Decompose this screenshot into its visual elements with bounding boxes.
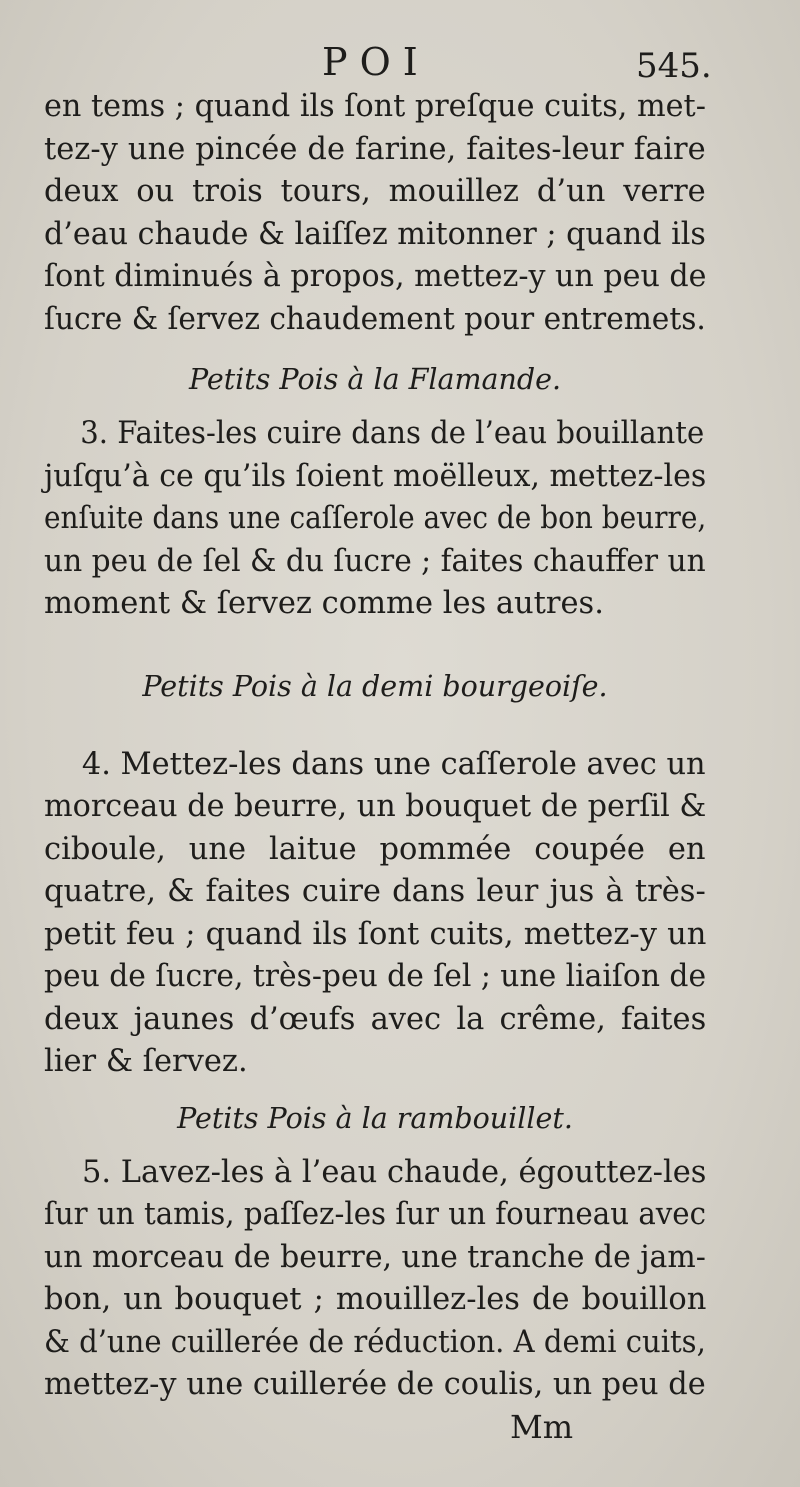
- running-head-title: POI: [322, 40, 430, 84]
- paragraph-4: [44, 1152, 706, 1407]
- text-line: 5. Lavez-les à l’eau chaude, égouttez-les: [82, 1154, 707, 1190]
- text-line: lier & ſervez.: [44, 1044, 248, 1079]
- text-line: morceau de beurre, un bouquet de perſil &: [44, 789, 707, 824]
- text-line: petit feu ; quand ils ſont cuits, mettez-y un: [44, 916, 707, 952]
- text-line: moment & ſervez comme les autres.: [44, 586, 604, 621]
- text-line: & d’une cuillerée de réduction. A demi cuits,: [44, 1324, 706, 1360]
- paragraph-3: [44, 744, 706, 1084]
- recipe-heading-demi-bourgeoise: Petits Pois à la demi bourgeoiſe.: [142, 669, 608, 703]
- text-line: enſuite dans une caſſerole avec de bon beurre,: [44, 501, 707, 536]
- text-line: un peu de ſel & du ſucre ; faites chauffer un: [44, 543, 706, 579]
- text-line: peu de ſucre, très-peu de ſel ; une liaiſon de: [44, 959, 707, 994]
- text-line: d’eau chaude & laiſſez mitonner ; quand ils: [44, 216, 706, 252]
- paragraph-2: [44, 413, 706, 626]
- text-line: tez-y une pincée de farine, faites-leur faire: [44, 131, 706, 167]
- text-line: ciboule, une laitue pommée coupée en: [44, 831, 706, 867]
- text-line: en tems ; quand ils ſont preſque cuits, met-: [44, 89, 706, 124]
- recipe-heading-rambouillet: Petits Pois à la rambouillet.: [177, 1101, 573, 1135]
- text-line: 4. Mettez-les dans une caſſerole avec un: [81, 746, 706, 782]
- text-line: ſucre & ſervez chaudement pour entremets.: [44, 301, 706, 337]
- text-block: [44, 86, 706, 1407]
- text-line: quatre, & faites cuire dans leur jus à très-: [44, 874, 706, 909]
- text-line: deux jaunes d’œufs avec la crême, faites: [44, 1001, 707, 1037]
- text-line: 3. Faites-les cuire dans de l’eau bouillante: [80, 416, 705, 451]
- signature-mark: Mm: [510, 1408, 574, 1446]
- text-line: juſqu’à ce qu’ils ſoient moëlleux, mettez-les: [44, 458, 707, 494]
- recipe-heading-flamande: Petits Pois à la Flamande.: [188, 363, 562, 396]
- text-line: ſont diminués à propos, mettez-y un peu de: [44, 259, 707, 294]
- text-line: bon, un bouquet ; mouillez-les de bouillon: [44, 1282, 707, 1317]
- text-line: un morceau de beurre, une tranche de jam-: [44, 1239, 706, 1275]
- text-line: mettez-y une cuillerée de coulis, un peu de: [44, 1367, 706, 1402]
- text-line: deux ou trois tours, mouillez d’un verre: [44, 174, 706, 209]
- page-number: 545.: [636, 46, 712, 86]
- paragraph-1: [44, 86, 706, 341]
- text-line: ſur un tamis, paſſez-les ſur un fourneau avec: [44, 1197, 707, 1232]
- running-head: [0, 40, 800, 90]
